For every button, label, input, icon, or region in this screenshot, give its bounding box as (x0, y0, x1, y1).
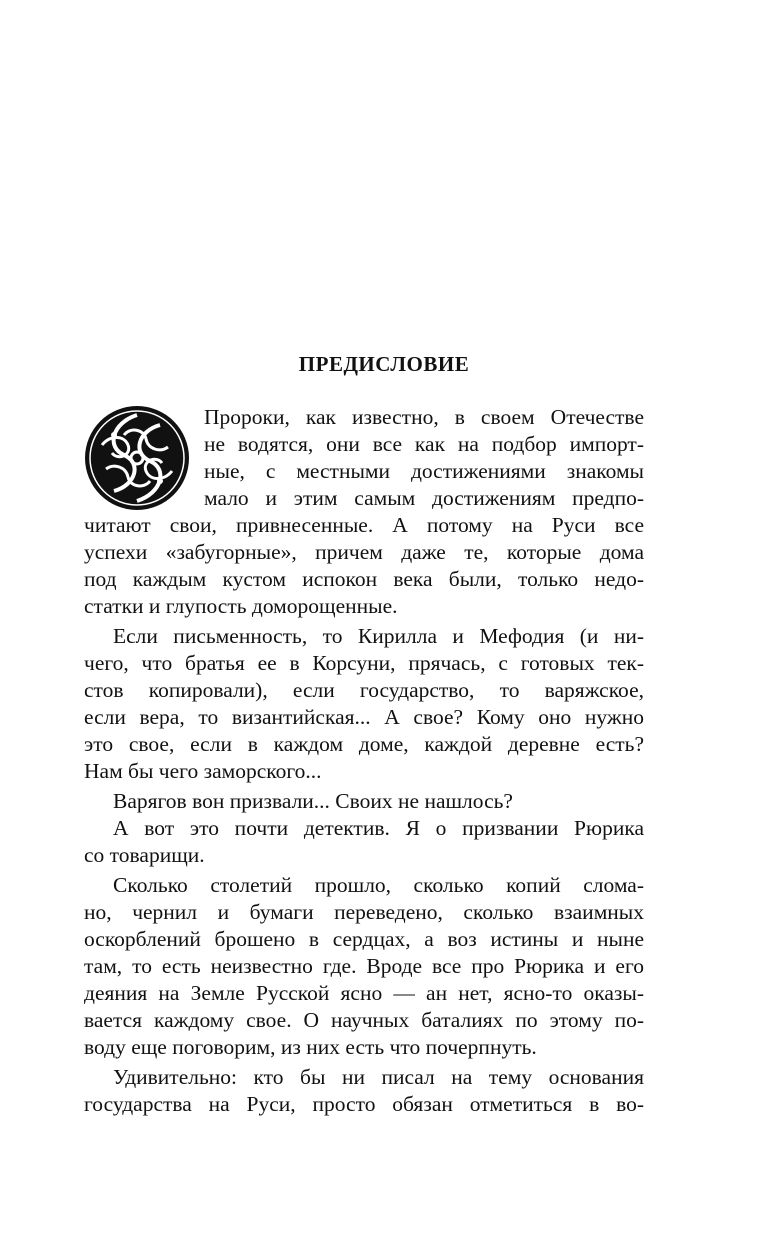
text-line: чего, что братья ее в Корсуни, прячась, с готовых тек- (84, 651, 644, 675)
text-line: не водятся, они все как на подбор импорт- (204, 432, 644, 456)
text-line: государства на Руси, просто обязан отметиться в во- (84, 1092, 644, 1116)
text-line: со товарищи. (84, 843, 205, 867)
text-line: Нам бы чего заморского... (84, 759, 322, 783)
celtic-knot-icon (84, 405, 190, 511)
text-line: А вот это почти детектив. Я о призвании Рюрика (113, 816, 644, 840)
text-line: стов копировали), если государство, то варяжское, (84, 678, 644, 702)
text-line: мало и этим самым достижениям предпо- (204, 486, 644, 510)
text-line: Пророки, как известно, в своем Отечестве (204, 405, 644, 429)
text-line: читают свои, привнесенные. А потому на Руси все (84, 513, 644, 537)
text-line: Варягов вон призвали... Своих не нашлось? (113, 789, 513, 813)
text-line: Сколько столетий прошло, сколько копий слома- (113, 873, 644, 897)
text-line: деяния на Земле Русской ясно — ан нет, ясно-то оказы- (84, 981, 644, 1005)
text-line: вается каждому свое. О научных баталиях по этому по- (84, 1008, 644, 1032)
text-line: оскорблений брошено в сердцах, а воз истины и ныне (84, 927, 644, 951)
text-line: статки и глупость доморощенные. (84, 594, 398, 618)
text-line: Удивительно: кто бы ни писал на тему основания (113, 1065, 644, 1089)
text-line: ные, с местными достижениями знакомы (204, 459, 644, 483)
text-line: воду еще поговорим, из них есть что почерпнуть. (84, 1035, 537, 1059)
text-line: но, чернил и бумаги переведено, сколько взаимных (84, 900, 644, 924)
text-line: это свое, если в каждом доме, каждой деревне есть? (84, 732, 644, 756)
text-line: под каждым кустом испокон века были, только недо- (84, 567, 644, 591)
chapter-heading: ПРЕДИСЛОВИЕ (298, 352, 470, 376)
text-line: если вера, то византийская... А свое? Кому оно нужно (84, 705, 644, 729)
text-line: успехи «забугорные», причем даже те, которые дома (84, 540, 644, 564)
text-line: там, то есть неизвестно где. Вроде все про Рюрика и его (84, 954, 644, 978)
text-line: Если письменность, то Кирилла и Мефодия (и ни- (113, 624, 644, 648)
